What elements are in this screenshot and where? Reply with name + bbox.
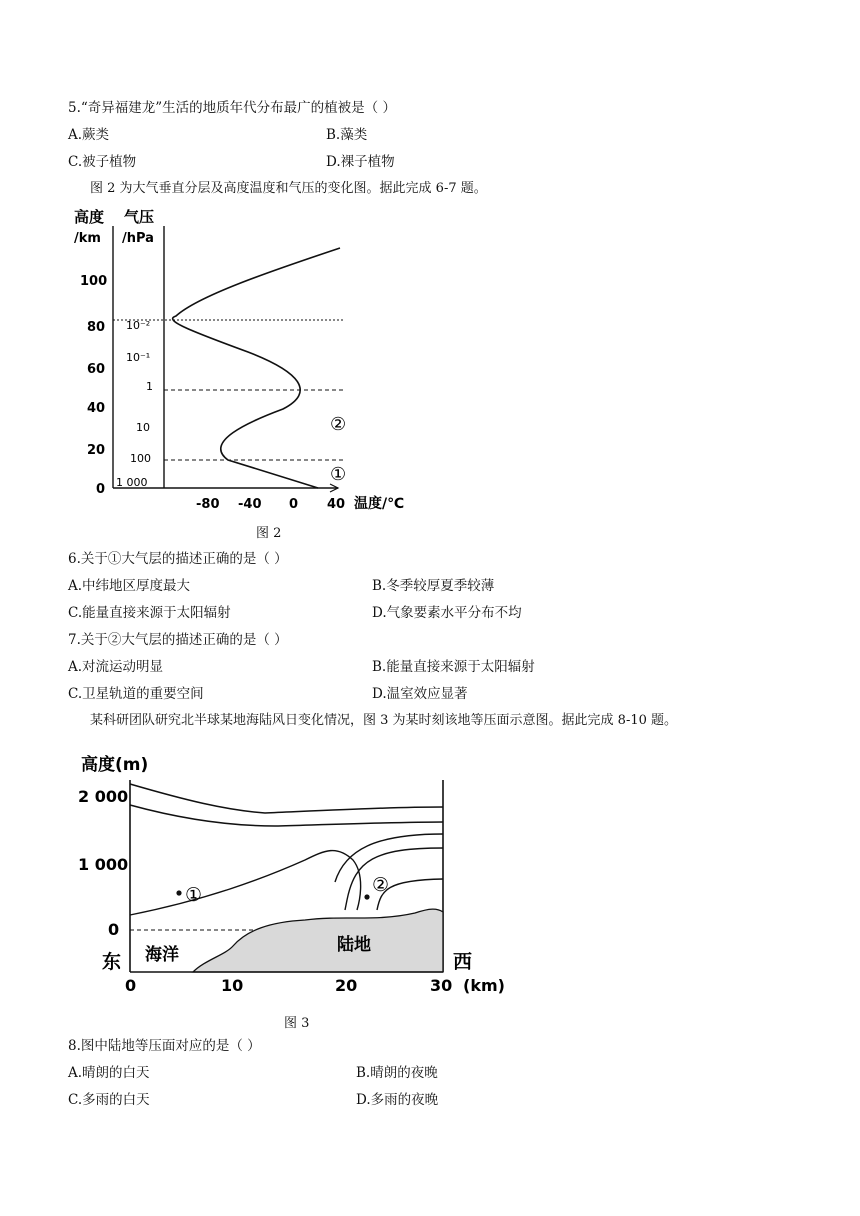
altitude-axis-title: 高度 (74, 208, 105, 226)
question-6-option-a: A.中纬地区厚度最大 (68, 578, 191, 594)
point-2-label: ② (372, 874, 390, 896)
question-8-option-a: A.晴朗的白天 (68, 1065, 150, 1081)
pressure-tick: 1 (146, 380, 153, 393)
question-8-option-d: D.多雨的夜晚 (356, 1092, 439, 1108)
question-5-stem: 5.“奇异福建龙”生活的地质年代分布最广的植被是（ ） (68, 100, 396, 116)
pressure-tick: 10 (136, 421, 150, 434)
temperature-axis-title: 温度/℃ (354, 496, 405, 512)
question-8-stem: 8.图中陆地等压面对应的是（ ） (68, 1038, 261, 1054)
figure-2-atmosphere-diagram (68, 204, 408, 516)
layer-marker-2: ② (330, 414, 347, 435)
question-5-option-a: A.蕨类 (68, 127, 110, 143)
question-5-option-b: B.藻类 (326, 127, 368, 143)
height-tick: 2 000 (78, 787, 129, 806)
altitude-tick: 20 (87, 443, 106, 458)
temperature-tick: -80 (196, 497, 220, 512)
distance-tick: 20 (335, 976, 358, 995)
pressure-axis-title: 气压 (124, 208, 155, 226)
pressure-tick: 1 000 (116, 476, 148, 489)
pressure-tick: 10⁻¹ (126, 351, 151, 364)
figure-2-caption: 图 2 (256, 526, 282, 541)
land-label: 陆地 (337, 935, 371, 955)
altitude-tick: 100 (80, 274, 108, 289)
question-7-option-d: D.温室效应显著 (372, 686, 468, 702)
figure-2-intro: 图 2 为大气垂直分层及高度温度和气压的变化图。据此完成 6-7 题。 (90, 181, 487, 196)
altitude-tick: 0 (96, 482, 106, 497)
land-area (193, 909, 443, 972)
ocean-label: 海洋 (145, 945, 179, 965)
height-tick: 1 000 (78, 855, 129, 874)
temperature-tick: 40 (327, 497, 346, 512)
question-7-option-c: C.卫星轨道的重要空间 (68, 686, 204, 702)
figure-3-caption: 图 3 (284, 1016, 310, 1031)
temperature-curve (173, 248, 340, 488)
question-6-option-b: B.冬季较厚夏季较薄 (372, 578, 495, 594)
question-6-stem: 6.关于①大气层的描述正确的是（ ） (68, 551, 288, 567)
isobar-top (130, 784, 443, 813)
altitude-tick: 60 (87, 362, 106, 377)
pressure-tick: 10⁻² (126, 319, 151, 332)
question-8-option-c: C.多雨的白天 (68, 1092, 150, 1108)
east-label: 东 (102, 951, 122, 973)
altitude-tick: 40 (87, 401, 106, 416)
distance-tick: 30 (430, 976, 453, 995)
altitude-tick: 80 (87, 320, 106, 335)
figure-3-intro: 某科研团队研究北半球某地海陆风日变化情况，图 3 为某时刻该地等压面示意图。据此完成 8-10 题。 (90, 713, 678, 728)
temperature-tick: 0 (289, 497, 299, 512)
height-tick: 0 (108, 920, 120, 939)
pressure-tick: 100 (130, 452, 151, 465)
altitude-axis-unit: /km (74, 231, 101, 246)
question-7-option-b: B.能量直接来源于太阳辐射 (372, 659, 535, 675)
question-7-stem: 7.关于②大气层的描述正确的是（ ） (68, 632, 288, 648)
question-5-option-c: C.被子植物 (68, 154, 137, 170)
question-7-option-a: A.对流运动明显 (68, 659, 164, 675)
distance-tick: 10 (221, 976, 244, 995)
question-5-option-d: D.裸子植物 (326, 154, 395, 170)
point-1-label: ① (185, 884, 203, 906)
layer-marker-1: ① (330, 464, 347, 485)
question-6-option-d: D.气象要素水平分布不均 (372, 605, 522, 621)
pressure-axis-unit: /hPa (122, 231, 154, 246)
question-8-option-b: B.晴朗的夜晚 (356, 1065, 438, 1081)
figure-3-isobaric-diagram (75, 750, 515, 1004)
distance-tick: 0 (125, 976, 137, 995)
isobar-near-ground (130, 851, 361, 915)
point-1-dot (176, 890, 181, 895)
point-2-dot (364, 894, 369, 899)
question-6-option-c: C.能量直接来源于太阳辐射 (68, 605, 231, 621)
temperature-tick: -40 (238, 497, 262, 512)
distance-axis-unit: (km) (463, 976, 505, 995)
west-label: 西 (453, 951, 473, 973)
height-axis-title: 高度(m) (81, 755, 149, 775)
